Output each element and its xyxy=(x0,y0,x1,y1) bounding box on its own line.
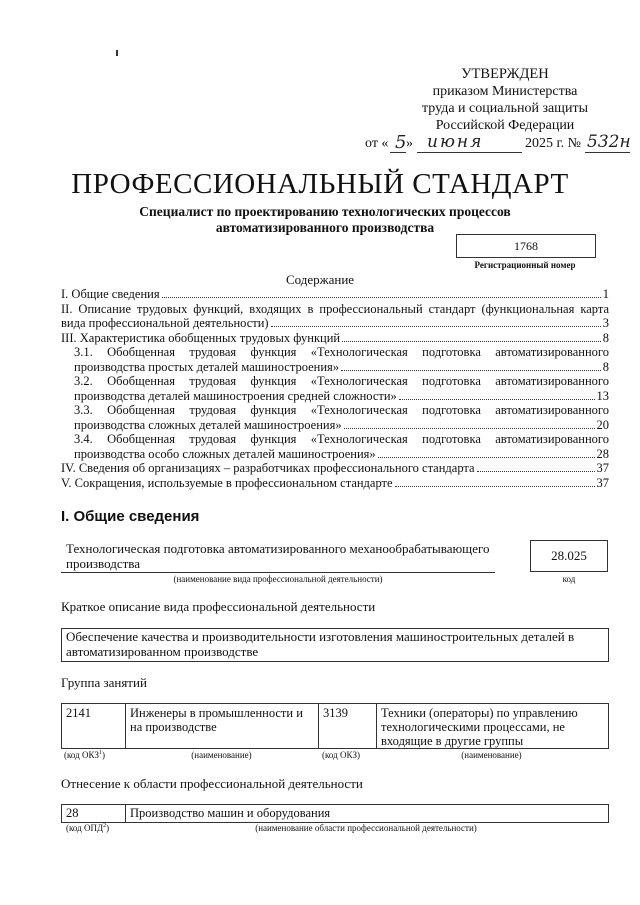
area-name-cell: Производство машин и оборудования xyxy=(130,806,331,820)
toc-item[interactable]: III. Характеристика обобщенных трудовых функций 8 xyxy=(61,330,609,345)
date-month-handwritten: июня xyxy=(427,132,484,152)
order-number-underline xyxy=(585,152,630,153)
section-heading: I. Общие сведения xyxy=(61,508,200,525)
subtitle-line-2: автоматизированного производства xyxy=(215,220,435,235)
approval-line-2: труда и социальной защиты xyxy=(422,101,588,116)
table-cell-name-2: Техники (операторы) по управлению технологическими процессами, не входящие в другие группы xyxy=(381,706,578,748)
toc-item[interactable]: 3.2. Обобщенная трудовая функция «Технологическая подготовка автоматизированного производства деталей машиностроения средней сложности» 13 xyxy=(74,374,609,403)
activity-code-caption: код xyxy=(562,574,576,584)
caption-opd: (код ОПД$^2$) xyxy=(66,823,110,833)
activity-name xyxy=(66,541,496,571)
document-subtitle xyxy=(60,204,590,236)
subtitle-line-1: Специалист по проектированию технологических процессов xyxy=(139,204,511,219)
toc-item[interactable]: IV. Сведения об организациях – разработчиках профессионального стандарта 37 xyxy=(61,461,609,475)
approval-line-3: Российской Федерации xyxy=(435,118,575,133)
toc-heading: Содержание xyxy=(285,272,355,287)
brief-description-box xyxy=(61,628,609,662)
area-code-cell: 28 xyxy=(62,805,126,822)
activity-code-box: 28.025 xyxy=(530,540,608,572)
date-day-handwritten: 5 xyxy=(395,132,407,153)
caption-okz-1: (код ОКЗ$^1$) xyxy=(64,750,105,760)
activity-area-label: Отнесение к области профессиональной деятельности xyxy=(61,776,363,791)
activity-name-line-1: Технологическая подготовка автоматизированного механообрабатывающего xyxy=(66,541,490,556)
activity-area-table xyxy=(61,804,609,823)
brief-line-2: автоматизированном производстве xyxy=(66,643,259,659)
brief-line-1: Обеспечение качества и производительности изготовления машиностроительных деталей в xyxy=(66,629,575,644)
occupation-group-table xyxy=(61,703,609,749)
caption-area-name: (наименование области профессиональной деятельности) xyxy=(255,823,477,833)
approval-line-1: приказом Министерства xyxy=(432,84,578,99)
registration-number-box: 1768 xyxy=(456,234,596,258)
table-cell-okz-2: 3139 xyxy=(319,704,377,748)
activity-name-line-2: производства xyxy=(66,556,141,571)
table-of-contents xyxy=(61,287,609,490)
brief-description-label: Краткое описание вида профессиональной деятельности xyxy=(61,599,376,614)
brief-description-text xyxy=(62,629,608,660)
toc-item[interactable]: I. Общие сведения 1 xyxy=(61,287,609,301)
caption-okz-2: (код ОКЗ) xyxy=(322,750,360,760)
approval-heading: УТВЕРЖДЕН xyxy=(461,66,549,82)
document-title: ПРОФЕССИОНАЛЬНЫЙ СТАНДАРТ xyxy=(71,168,569,200)
order-number-handwritten: 532н xyxy=(587,132,631,152)
date-quote-close: » xyxy=(406,136,413,151)
date-day-underline xyxy=(390,152,406,153)
registration-number-label: Регистрационный номер xyxy=(474,260,576,270)
occupation-group-label: Группа занятий xyxy=(61,675,147,690)
activity-underline xyxy=(61,572,495,573)
activity-caption: (наименование вида профессиональной деятельности) xyxy=(173,574,383,584)
date-month-underline xyxy=(417,152,522,153)
toc-item[interactable]: V. Сокращения, используемые в профессиональном стандарте 37 xyxy=(61,475,609,490)
approval-date-line xyxy=(365,132,635,154)
stray-mark xyxy=(116,50,118,56)
toc-item[interactable]: II. Описание трудовых функций, входящих в профессиональный стандарт (функциональная карта вида профессиональной деятельности) 3 xyxy=(61,301,609,330)
toc-item[interactable]: 3.1. Обобщенная трудовая функция «Технологическая подготовка автоматизированного производства простых деталей машиностроения» 8 xyxy=(74,345,609,374)
caption-name-2: (наименование) xyxy=(461,750,522,760)
caption-name-1: (наименование) xyxy=(191,750,252,760)
table-cell-okz-1: 2141 xyxy=(62,704,126,748)
date-year: 2025 г. № xyxy=(525,136,582,151)
approval-block xyxy=(380,66,630,134)
toc-item[interactable]: 3.4. Обобщенная трудовая функция «Технологическая подготовка автоматизированного производства особо сложных деталей машиностроения» 28 xyxy=(74,432,609,461)
table-cell-name-1: Инженеры в промышленности и на производстве xyxy=(126,704,319,748)
toc-item[interactable]: 3.3. Обобщенная трудовая функция «Технологическая подготовка автоматизированного производства сложных деталей машиностроения» 20 xyxy=(74,403,609,432)
date-prefix: от « xyxy=(365,136,389,151)
